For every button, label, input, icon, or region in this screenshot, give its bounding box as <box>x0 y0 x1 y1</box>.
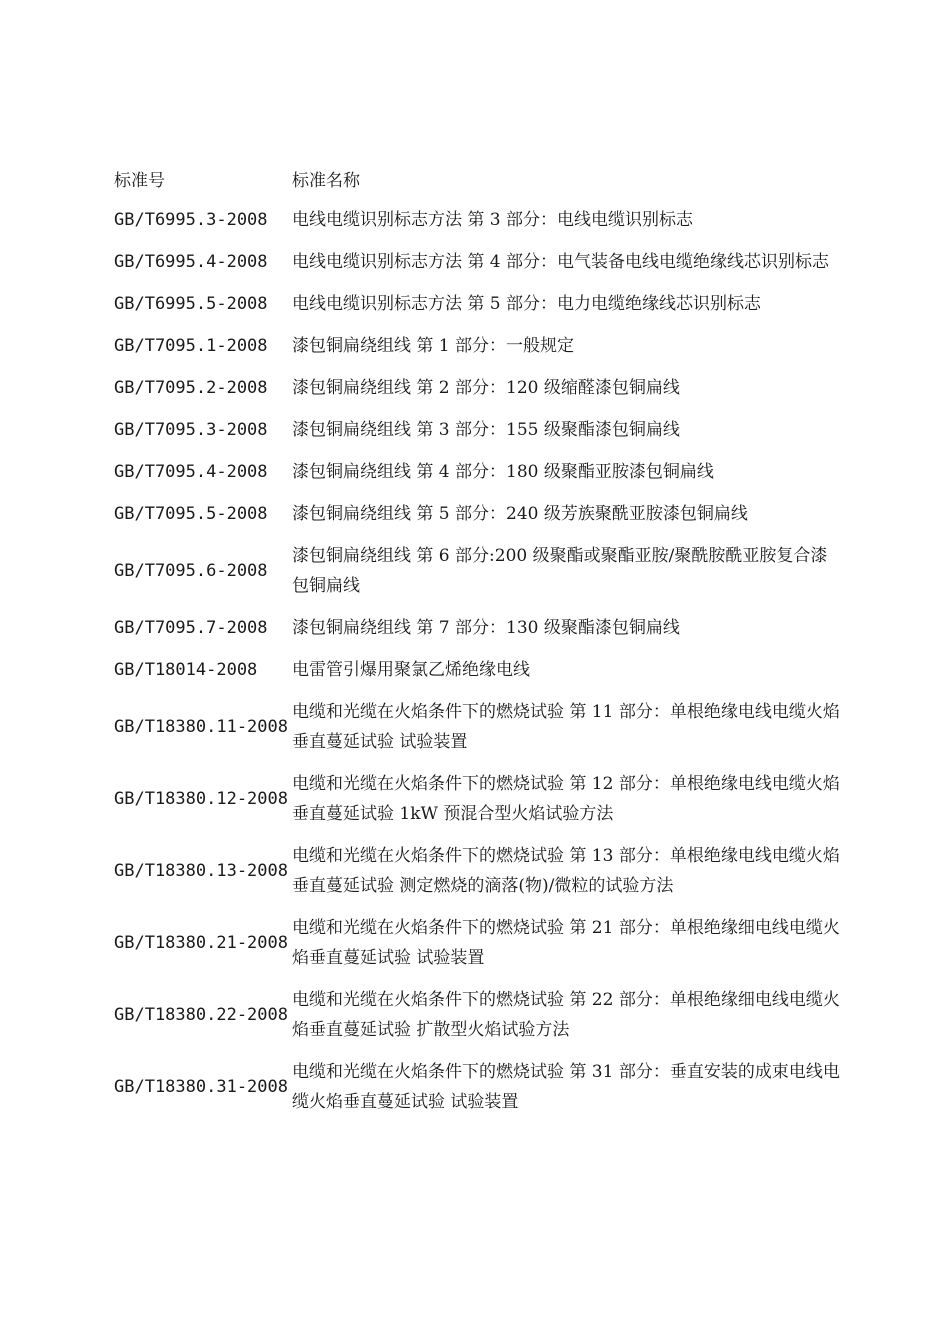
table-row <box>114 199 844 241</box>
table-row <box>114 607 844 649</box>
table-header-row <box>114 163 844 199</box>
table-row <box>114 691 844 763</box>
table-row <box>114 649 844 691</box>
standard-code: GB/T7095.4-2008 <box>114 462 268 482</box>
table-row <box>114 763 844 835</box>
standard-code: GB/T7095.2-2008 <box>114 378 268 398</box>
table-row <box>114 451 844 493</box>
standard-name: 漆包铜扁绕组线 第 7 部分：130 级聚酯漆包铜扁线 <box>292 618 680 638</box>
table-row <box>114 367 844 409</box>
table-body <box>114 199 844 1123</box>
standard-code: GB/T18380.12-2008 <box>114 789 288 809</box>
standard-name: 漆包铜扁绕组线 第 3 部分：155 级聚酯漆包铜扁线 <box>292 420 680 440</box>
standard-name: 电缆和光缆在火焰条件下的燃烧试验 第 13 部分：单根绝缘电线电缆火焰垂直蔓延试验 测定燃烧的滴落(物)/微粒的试验方法 <box>292 846 840 896</box>
standard-name: 电缆和光缆在火焰条件下的燃烧试验 第 12 部分：单根绝缘电线电缆火焰垂直蔓延试验 1kW 预混合型火焰试验方法 <box>292 774 840 824</box>
table-row <box>114 493 844 535</box>
standard-code: GB/T7095.1-2008 <box>114 336 268 356</box>
standard-name: 电缆和光缆在火焰条件下的燃烧试验 第 22 部分：单根绝缘细电线电缆火焰垂直蔓延试验 扩散型火焰试验方法 <box>292 990 840 1040</box>
standard-name: 电线电缆识别标志方法 第 4 部分：电气装备电线电缆绝缘线芯识别标志 <box>292 252 830 272</box>
standard-code: GB/T7095.5-2008 <box>114 504 268 524</box>
standard-code: GB/T18380.11-2008 <box>114 717 288 737</box>
standard-name: 电缆和光缆在火焰条件下的燃烧试验 第 31 部分：垂直安装的成束电线电缆火焰垂直蔓延试验 试验装置 <box>292 1062 840 1112</box>
table-row <box>114 409 844 451</box>
standard-code: GB/T6995.4-2008 <box>114 252 268 272</box>
standard-name: 漆包铜扁绕组线 第 6 部分:200 级聚酯或聚酯亚胺/聚酰胺酰亚胺复合漆包铜扁线 <box>292 546 828 596</box>
standard-name: 漆包铜扁绕组线 第 1 部分：一般规定 <box>292 336 575 356</box>
header-standard-code: 标准号 <box>114 171 165 191</box>
document-page <box>114 163 844 1123</box>
table-row <box>114 979 844 1051</box>
standard-name: 电雷管引爆用聚氯乙烯绝缘电线 <box>292 660 530 680</box>
standard-code: GB/T7095.3-2008 <box>114 420 268 440</box>
standard-code: GB/T7095.7-2008 <box>114 618 268 638</box>
standard-code: GB/T6995.5-2008 <box>114 294 268 314</box>
standard-code: GB/T18014-2008 <box>114 660 258 680</box>
table-row <box>114 325 844 367</box>
standard-name: 电线电缆识别标志方法 第 5 部分：电力电缆绝缘线芯识别标志 <box>292 294 762 314</box>
standard-code: GB/T18380.22-2008 <box>114 1005 288 1025</box>
table-row <box>114 907 844 979</box>
table-row <box>114 283 844 325</box>
standard-code: GB/T18380.31-2008 <box>114 1077 288 1097</box>
standard-name: 漆包铜扁绕组线 第 4 部分：180 级聚酯亚胺漆包铜扁线 <box>292 462 714 482</box>
table-row <box>114 241 844 283</box>
standard-code: GB/T6995.3-2008 <box>114 210 268 230</box>
standard-name: 漆包铜扁绕组线 第 2 部分：120 级缩醛漆包铜扁线 <box>292 378 680 398</box>
standard-code: GB/T18380.21-2008 <box>114 933 288 953</box>
standards-table <box>114 163 844 1123</box>
standard-name: 电缆和光缆在火焰条件下的燃烧试验 第 11 部分：单根绝缘电线电缆火焰垂直蔓延试验 试验装置 <box>292 702 840 752</box>
standard-name: 电缆和光缆在火焰条件下的燃烧试验 第 21 部分：单根绝缘细电线电缆火焰垂直蔓延试验 试验装置 <box>292 918 840 968</box>
standard-name: 电线电缆识别标志方法 第 3 部分：电线电缆识别标志 <box>292 210 694 230</box>
standard-name: 漆包铜扁绕组线 第 5 部分：240 级芳族聚酰亚胺漆包铜扁线 <box>292 504 748 524</box>
standard-code: GB/T18380.13-2008 <box>114 861 288 881</box>
table-row <box>114 835 844 907</box>
table-row <box>114 535 844 607</box>
table-row <box>114 1051 844 1123</box>
standard-code: GB/T7095.6-2008 <box>114 561 268 581</box>
header-standard-name: 标准名称 <box>292 171 360 191</box>
